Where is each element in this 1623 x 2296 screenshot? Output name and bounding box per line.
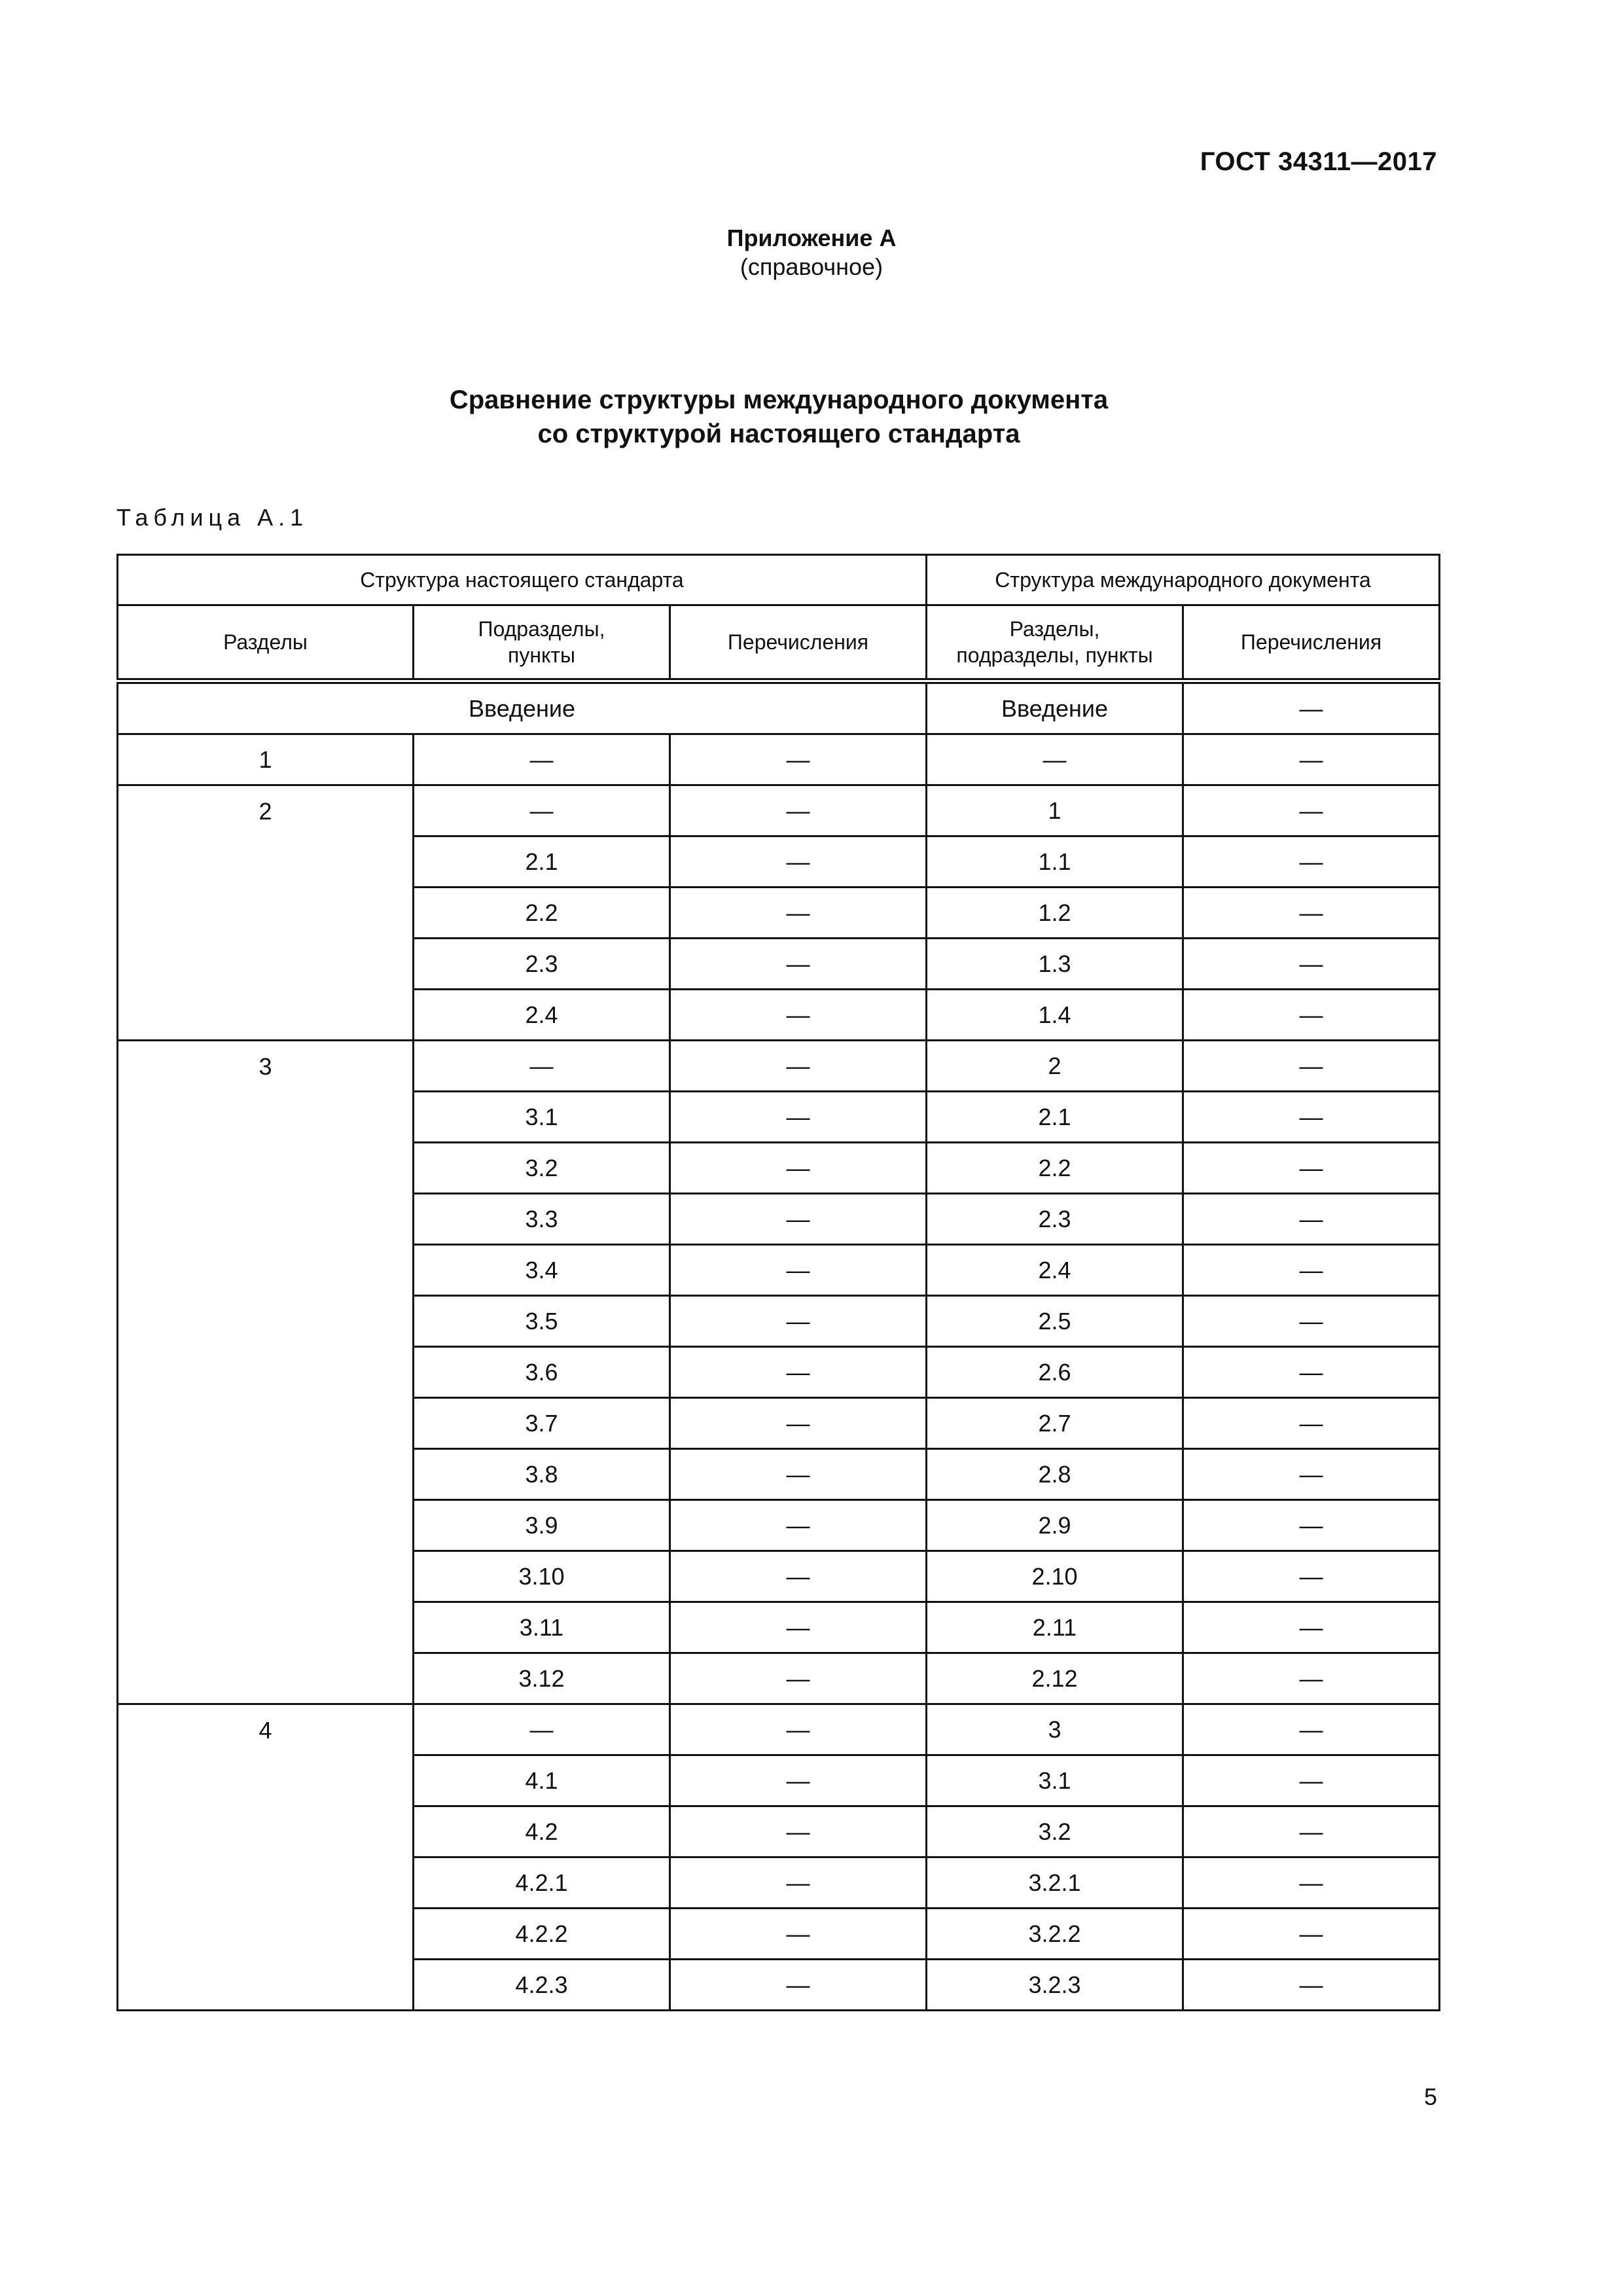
- intl-enumeration-cell: —: [1183, 1449, 1440, 1500]
- enumeration-cell: —: [670, 1551, 927, 1602]
- intl-section-cell: 3.2.2: [927, 1909, 1183, 1960]
- document-code: ГОСТ 34311—2017: [1200, 147, 1437, 176]
- intl-enumeration-cell: —: [1183, 888, 1440, 939]
- enumeration-cell: —: [670, 990, 927, 1041]
- intl-section-cell: 2: [927, 1041, 1183, 1092]
- enumeration-cell: —: [670, 1041, 927, 1092]
- intl-enumeration-cell: —: [1183, 1551, 1440, 1602]
- intl-enumeration-cell: —: [1183, 1398, 1440, 1449]
- enumeration-cell: —: [670, 1857, 927, 1909]
- subsection-cell: 3.7: [414, 1398, 670, 1449]
- column-header-row: [118, 605, 1440, 681]
- comparison-table-wrapper: [116, 554, 1438, 2011]
- subsection-cell: 3.5: [414, 1296, 670, 1347]
- intl-enumeration-cell: —: [1183, 1347, 1440, 1398]
- intl-section-cell: 2.3: [927, 1194, 1183, 1245]
- intl-enumeration-cell: —: [1183, 1143, 1440, 1194]
- section-cell: 3: [118, 1041, 414, 1704]
- subsection-cell: —: [414, 1041, 670, 1092]
- intl-section-cell: 3.2: [927, 1806, 1183, 1857]
- enumeration-cell: —: [670, 1500, 927, 1551]
- intl-enumeration-cell: —: [1183, 785, 1440, 836]
- subsection-cell: 4.2.3: [414, 1960, 670, 2011]
- enumeration-cell: —: [670, 1245, 927, 1296]
- intl-section-cell: 2.12: [927, 1653, 1183, 1704]
- section-cell: 1: [118, 734, 414, 785]
- subsection-cell: 3.8: [414, 1449, 670, 1500]
- table-row: [118, 1704, 1440, 1755]
- subsection-cell: —: [414, 785, 670, 836]
- intl-section-cell: 2.8: [927, 1449, 1183, 1500]
- intl-enumeration-cell: —: [1183, 1500, 1440, 1551]
- intro-cell-right: Введение: [927, 681, 1183, 734]
- intl-enumeration-cell: —: [1183, 1041, 1440, 1092]
- intl-section-cell: 1.2: [927, 888, 1183, 939]
- intl-enumeration-cell: —: [1183, 1960, 1440, 2011]
- enumeration-cell: —: [670, 1296, 927, 1347]
- intl-section-cell: 3.2.3: [927, 1960, 1183, 2011]
- subsection-cell: 3.3: [414, 1194, 670, 1245]
- intl-section-cell: 1.4: [927, 990, 1183, 1041]
- enumeration-cell: —: [670, 1602, 927, 1653]
- enumeration-cell: —: [670, 1653, 927, 1704]
- intl-enumeration-cell: —: [1183, 1092, 1440, 1143]
- column-header-intl-enumerations: Перечисления: [1183, 605, 1440, 681]
- intl-section-cell: 2.10: [927, 1551, 1183, 1602]
- intl-section-cell: 2.7: [927, 1398, 1183, 1449]
- group-header-international: Структура международного документа: [927, 555, 1440, 605]
- intl-section-cell: 3.1: [927, 1755, 1183, 1806]
- intl-enumeration-cell: —: [1183, 1909, 1440, 1960]
- enumeration-cell: —: [670, 888, 927, 939]
- intl-section-cell: 3.2.1: [927, 1857, 1183, 1909]
- intl-section-cell: 2.2: [927, 1143, 1183, 1194]
- intl-enumeration-cell: —: [1183, 1857, 1440, 1909]
- intl-enumeration-cell: —: [1183, 939, 1440, 990]
- intl-enumeration-cell: —: [1183, 1806, 1440, 1857]
- enumeration-cell: —: [670, 1347, 927, 1398]
- subsection-cell: 4.2.2: [414, 1909, 670, 1960]
- intro-cell-enum: —: [1183, 681, 1440, 734]
- enumeration-cell: —: [670, 1194, 927, 1245]
- column-header-sections: Разделы: [118, 605, 414, 681]
- enumeration-cell: —: [670, 1092, 927, 1143]
- subsection-cell: 2.3: [414, 939, 670, 990]
- intl-section-cell: 2.9: [927, 1500, 1183, 1551]
- subsection-cell: 2.1: [414, 836, 670, 888]
- title-line-1: Сравнение структуры международного документа: [449, 386, 1109, 414]
- enumeration-cell: —: [670, 939, 927, 990]
- enumeration-cell: —: [670, 1909, 927, 1960]
- intl-enumeration-cell: —: [1183, 1755, 1440, 1806]
- enumeration-cell: —: [670, 1806, 927, 1857]
- group-header-row: [118, 555, 1440, 605]
- table-row: [118, 734, 1440, 785]
- enumeration-cell: —: [670, 734, 927, 785]
- intl-section-cell: 2.4: [927, 1245, 1183, 1296]
- appendix-heading: [0, 224, 1623, 281]
- subsection-cell: 2.2: [414, 888, 670, 939]
- column-header-intl-sections: Разделы, подразделы, пункты: [927, 605, 1183, 681]
- intl-section-cell: 1.1: [927, 836, 1183, 888]
- comparison-table: [116, 554, 1440, 2011]
- intl-section-cell: 2.11: [927, 1602, 1183, 1653]
- enumeration-cell: —: [670, 1755, 927, 1806]
- subsection-cell: 3.6: [414, 1347, 670, 1398]
- intl-enumeration-cell: —: [1183, 990, 1440, 1041]
- column-header-enumerations: Перечисления: [670, 605, 927, 681]
- subsection-cell: 3.2: [414, 1143, 670, 1194]
- subsection-cell: 2.4: [414, 990, 670, 1041]
- subsection-cell: 4.2: [414, 1806, 670, 1857]
- title-line-2: со структурой настоящего стандарта: [537, 420, 1020, 448]
- appendix-type: (справочное): [740, 253, 883, 280]
- subsection-cell: 3.10: [414, 1551, 670, 1602]
- intl-section-cell: 1.3: [927, 939, 1183, 990]
- intl-enumeration-cell: —: [1183, 1602, 1440, 1653]
- intl-enumeration-cell: —: [1183, 734, 1440, 785]
- intl-section-cell: 2.5: [927, 1296, 1183, 1347]
- subsection-cell: 3.1: [414, 1092, 670, 1143]
- enumeration-cell: —: [670, 785, 927, 836]
- intl-section-cell: 3: [927, 1704, 1183, 1755]
- intl-section-cell: 2.1: [927, 1092, 1183, 1143]
- subsection-cell: 3.11: [414, 1602, 670, 1653]
- table-label: Таблица А.1: [116, 504, 309, 531]
- subsection-cell: 3.4: [414, 1245, 670, 1296]
- subsection-cell: —: [414, 734, 670, 785]
- table-row: [118, 1041, 1440, 1092]
- column-header-subsections: Подразделы, пункты: [414, 605, 670, 681]
- enumeration-cell: —: [670, 1704, 927, 1755]
- intl-enumeration-cell: —: [1183, 1704, 1440, 1755]
- section-cell: 2: [118, 785, 414, 1041]
- group-header-current: Структура настоящего стандарта: [118, 555, 927, 605]
- enumeration-cell: —: [670, 1449, 927, 1500]
- page-title: [0, 383, 1558, 451]
- enumeration-cell: —: [670, 1143, 927, 1194]
- intl-enumeration-cell: —: [1183, 1296, 1440, 1347]
- subsection-cell: 3.9: [414, 1500, 670, 1551]
- intl-enumeration-cell: —: [1183, 1194, 1440, 1245]
- table-row: [118, 785, 1440, 836]
- table-body: [118, 681, 1440, 2011]
- appendix-title: Приложение А: [726, 224, 897, 251]
- intl-section-cell: 2.6: [927, 1347, 1183, 1398]
- enumeration-cell: —: [670, 1960, 927, 2011]
- intl-enumeration-cell: —: [1183, 1653, 1440, 1704]
- intl-section-cell: —: [927, 734, 1183, 785]
- intl-section-cell: 1: [927, 785, 1183, 836]
- intl-enumeration-cell: —: [1183, 1245, 1440, 1296]
- section-cell: 4: [118, 1704, 414, 2011]
- intro-cell-left: Введение: [118, 681, 927, 734]
- subsection-cell: 4.1: [414, 1755, 670, 1806]
- enumeration-cell: —: [670, 836, 927, 888]
- page-number: 5: [1423, 2083, 1437, 2110]
- subsection-cell: 3.12: [414, 1653, 670, 1704]
- table-row-intro: [118, 681, 1440, 734]
- subsection-cell: 4.2.1: [414, 1857, 670, 1909]
- enumeration-cell: —: [670, 1398, 927, 1449]
- intl-enumeration-cell: —: [1183, 836, 1440, 888]
- subsection-cell: —: [414, 1704, 670, 1755]
